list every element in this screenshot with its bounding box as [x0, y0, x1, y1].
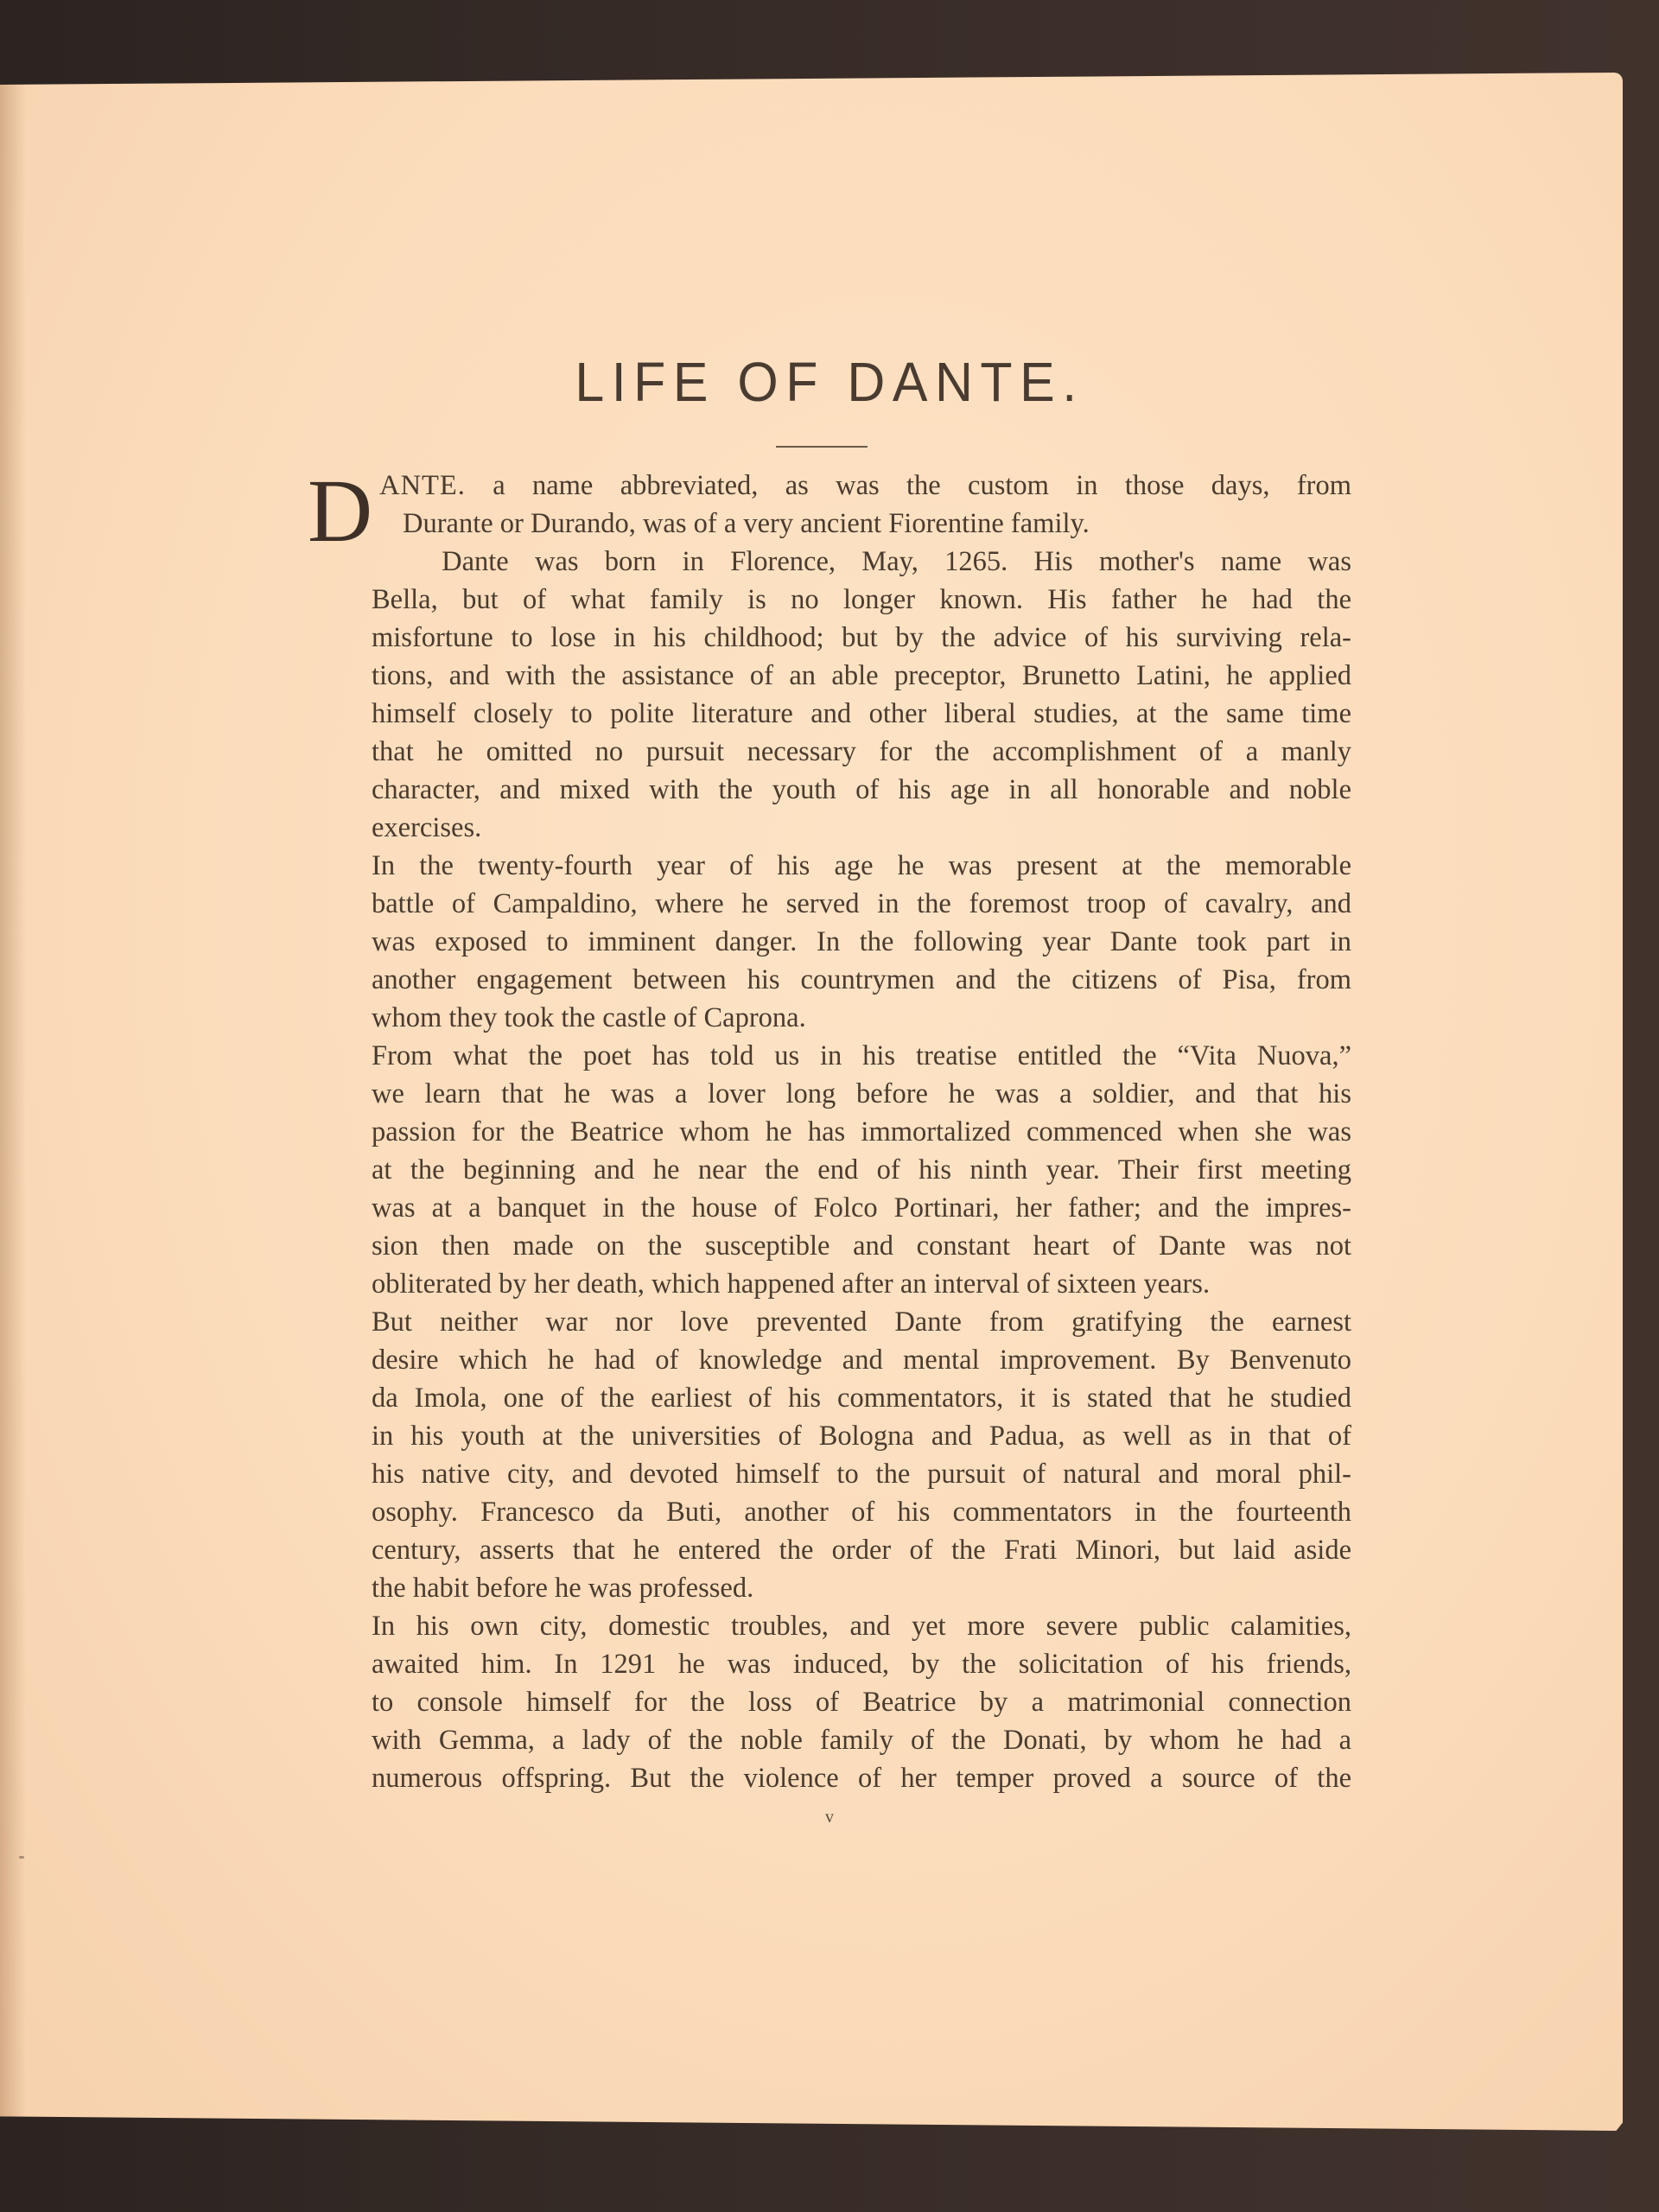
text-line: In his own city, domestic troubles, and yet more severe public calamities,	[372, 1611, 1351, 1642]
text-line: numerous offspring. But the violence of her temper proved a source of the	[372, 1763, 1351, 1794]
text-line: another engagement between his countrymen and the citizens of Pisa, from	[372, 964, 1351, 995]
paragraph-3	[309, 847, 1351, 1037]
page-title: LIFE OF DANTE.	[575, 351, 1084, 413]
page-gutter-shadow	[0, 73, 26, 2131]
text-line: we learn that he was a lover long before he was a soldier, and that his	[372, 1078, 1351, 1109]
text-line: But neither war nor love prevented Dante from gratifying the earnest	[372, 1306, 1351, 1338]
text-line: himself closely to polite literature and other liberal studies, at the same time	[372, 698, 1351, 729]
text-line: osophy. Francesco da Buti, another of his commentators in the fourteenth	[372, 1497, 1351, 1528]
title-divider	[776, 446, 868, 448]
text-line: desire which he had of knowledge and mental improvement. By Benvenuto	[372, 1344, 1351, 1376]
drop-cap: D	[308, 461, 373, 561]
text-line: century, asserts that he entered the order of the Frati Minori, but laid aside	[372, 1535, 1351, 1566]
text-line: at the beginning and he near the end of his ninth year. Their first meeting	[372, 1154, 1351, 1185]
text-line: Bella, but of what family is no longer known. His father he had the	[372, 584, 1351, 615]
text-line: awaited him. In 1291 he was induced, by the solicitation of his friends,	[372, 1649, 1351, 1680]
text-line: misfortune to lose in his childhood; but by the advice of his surviving rela-	[372, 622, 1351, 653]
text-line: the habit before he was professed.	[372, 1573, 754, 1604]
text-line: character, and mixed with the youth of his age in all honorable and noble	[372, 774, 1351, 805]
paragraph-5	[309, 1303, 1351, 1607]
small-caps-word: ANTE.	[379, 470, 466, 501]
text-line: his native city, and devoted himself to the pursuit of natural and moral phil-	[372, 1459, 1351, 1490]
text-line: da Imola, one of the earliest of his commentators, it is stated that he studied	[372, 1382, 1351, 1414]
text-line: Durante or Durando, was of a very ancient Fiorentine family.	[403, 508, 1090, 539]
page-number: v	[825, 1808, 834, 1827]
text-line: was exposed to imminent danger. In the following year Dante took part in	[372, 926, 1351, 957]
text-line: ANTE. a name abbreviated, as was the custom in those days, from	[379, 470, 1351, 501]
paragraph-4	[309, 1037, 1351, 1303]
text-line: that he omitted no pursuit necessary for the accomplishment of a manly	[372, 736, 1351, 767]
text-line: From what the poet has told us in his treatise entitled the “Vita Nuova,”	[372, 1040, 1351, 1071]
text-line: whom they took the castle of Caprona.	[372, 1002, 806, 1033]
paragraph-2	[309, 543, 1351, 847]
text-line: passion for the Beatrice whom he has immortalized commenced when she was	[372, 1116, 1351, 1147]
text-line: to console himself for the loss of Beatrice by a matrimonial connection	[372, 1687, 1351, 1718]
paragraph-6	[309, 1607, 1351, 1797]
text-line: Dante was born in Florence, May, 1265. His mother's name was	[442, 546, 1351, 577]
paragraph-1	[308, 461, 1351, 561]
text-line: In the twenty-fourth year of his age he was present at the memorable	[372, 850, 1351, 881]
text-line: exercises.	[372, 812, 482, 843]
text-line: was at a banquet in the house of Folco Portinari, her father; and the impres-	[372, 1192, 1351, 1224]
text-line: battle of Campaldino, where he served in the foremost troop of cavalry, and	[372, 888, 1351, 919]
text-line: tions, and with the assistance of an able preceptor, Brunetto Latini, he applied	[372, 660, 1351, 691]
body-text	[308, 461, 1351, 1797]
text-line: in his youth at the universities of Bologna and Padua, as well as in that of	[372, 1421, 1351, 1452]
text-line: sion then made on the susceptible and constant heart of Dante was not	[372, 1230, 1351, 1262]
paper-blemish	[19, 1856, 24, 1859]
text-line: with Gemma, a lady of the noble family of the Donati, by whom he had a	[372, 1725, 1351, 1756]
text-line: obliterated by her death, which happened after an interval of sixteen years.	[372, 1268, 1211, 1300]
